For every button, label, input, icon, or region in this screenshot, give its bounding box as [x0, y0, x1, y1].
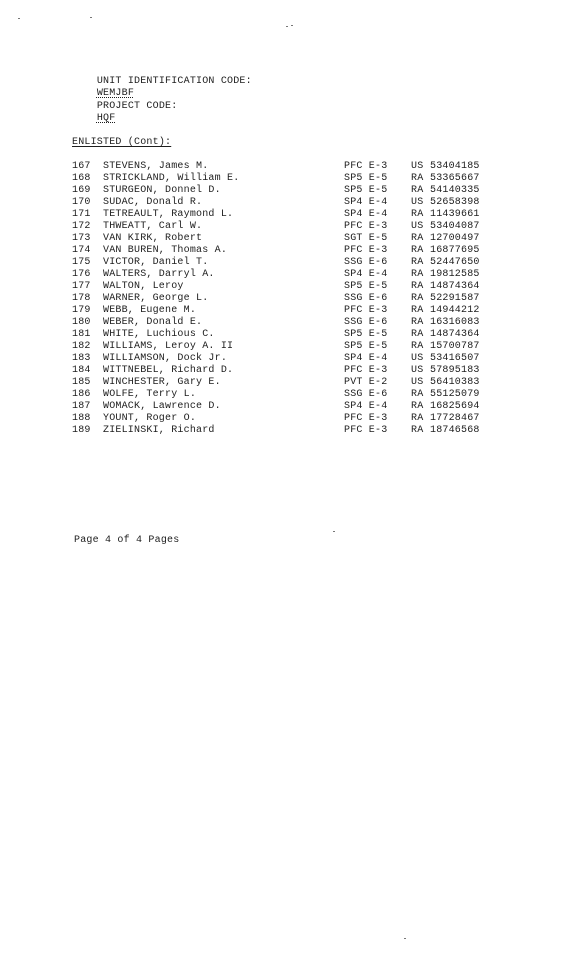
roster-grade: SSG E-6	[344, 257, 388, 268]
roster-row	[72, 365, 512, 377]
roster-number: 177	[72, 281, 91, 292]
unit-identification-code: WEMJBF	[96, 88, 135, 99]
roster-service: RA	[411, 317, 424, 328]
scan-speck	[90, 17, 92, 18]
roster-name: WILLIAMSON, Dock Jr.	[103, 353, 228, 364]
roster-row	[72, 293, 512, 305]
roster-number: 170	[72, 197, 91, 208]
scan-speck	[18, 18, 20, 19]
unit-identification-label: UNIT IDENTIFICATION CODE:	[96, 76, 252, 87]
roster-grade: SGT E-5	[344, 233, 388, 244]
roster-service: RA	[411, 293, 424, 304]
roster-name: WINCHESTER, Gary E.	[103, 377, 221, 388]
roster-grade: SP4 E-4	[344, 353, 388, 364]
roster-service: US	[411, 197, 424, 208]
roster-name: WEBB, Eugene M.	[103, 305, 197, 316]
roster-service: US	[411, 365, 424, 376]
roster-service: US	[411, 161, 424, 172]
roster-service: RA	[411, 401, 424, 412]
roster-name: VAN BUREN, Thomas A.	[103, 245, 228, 256]
roster-serial-number: 14944212	[430, 305, 480, 316]
roster-row	[72, 245, 512, 257]
roster-name: WOLFE, Terry L.	[103, 389, 197, 400]
roster-row	[72, 401, 512, 413]
roster-grade: PFC E-3	[344, 413, 388, 424]
roster-number: 184	[72, 365, 91, 376]
roster-name: WARNER, George L.	[103, 293, 209, 304]
roster-service: RA	[411, 305, 424, 316]
roster-row	[72, 233, 512, 245]
roster-serial-number: 52658398	[430, 197, 480, 208]
roster-serial-number: 56410383	[430, 377, 480, 388]
roster-number: 186	[72, 389, 91, 400]
roster-serial-number: 19812585	[430, 269, 480, 280]
project-code-line	[72, 89, 177, 137]
roster-name: STURGEON, Donnel D.	[103, 185, 221, 196]
roster-row	[72, 221, 512, 233]
roster-row	[72, 185, 512, 197]
roster-serial-number: 12700497	[430, 233, 480, 244]
roster-grade: SP4 E-4	[344, 401, 388, 412]
roster-name: WILLIAMS, Leroy A. II	[103, 341, 234, 352]
roster-service: US	[411, 377, 424, 388]
roster-serial-number: 53416507	[430, 353, 480, 364]
roster-grade: SP4 E-4	[344, 269, 388, 280]
roster-number: 180	[72, 317, 91, 328]
scan-speck	[291, 25, 293, 26]
roster-serial-number: 17728467	[430, 413, 480, 424]
roster-row	[72, 377, 512, 389]
roster-row	[72, 209, 512, 221]
roster-row	[72, 425, 512, 437]
roster-grade: SSG E-6	[344, 317, 388, 328]
roster-grade: PFC E-3	[344, 245, 388, 256]
section-title: ENLISTED (Cont):	[72, 137, 172, 148]
project-code-label: PROJECT CODE:	[96, 101, 178, 112]
roster-name: WALTON, Leroy	[103, 281, 184, 292]
roster-serial-number: 16316083	[430, 317, 480, 328]
roster-row	[72, 173, 512, 185]
roster-number: 183	[72, 353, 91, 364]
roster-row	[72, 269, 512, 281]
roster-row	[72, 281, 512, 293]
roster-name: WEBER, Donald E.	[103, 317, 203, 328]
roster-number: 176	[72, 269, 91, 280]
roster-row	[72, 341, 512, 353]
roster-name: ZIELINSKI, Richard	[103, 425, 215, 436]
roster-name: WOMACK, Lawrence D.	[103, 401, 221, 412]
roster-service: RA	[411, 425, 424, 436]
roster-service: RA	[411, 185, 424, 196]
roster-serial-number: 53404185	[430, 161, 480, 172]
roster-serial-number: 16877695	[430, 245, 480, 256]
roster-name: VAN KIRK, Robert	[103, 233, 203, 244]
roster-serial-number: 52291587	[430, 293, 480, 304]
roster-number: 168	[72, 173, 91, 184]
roster-number: 181	[72, 329, 91, 340]
roster-row	[72, 389, 512, 401]
roster-name: THWEATT, Carl W.	[103, 221, 203, 232]
roster-row	[72, 329, 512, 341]
roster-name: WITTNEBEL, Richard D.	[103, 365, 234, 376]
roster-number: 188	[72, 413, 91, 424]
roster-number: 172	[72, 221, 91, 232]
roster-service: RA	[411, 269, 424, 280]
roster-service: RA	[411, 389, 424, 400]
roster-number: 182	[72, 341, 91, 352]
roster-grade: SSG E-6	[344, 389, 388, 400]
roster-name: YOUNT, Roger O.	[103, 413, 197, 424]
roster-service: RA	[411, 329, 424, 340]
roster-serial-number: 18746568	[430, 425, 480, 436]
roster-service: RA	[411, 257, 424, 268]
roster-service: RA	[411, 413, 424, 424]
roster-name: WHITE, Luchious C.	[103, 329, 215, 340]
roster-serial-number: 52447650	[430, 257, 480, 268]
roster-service: RA	[411, 173, 424, 184]
roster-grade: PFC E-3	[344, 305, 388, 316]
roster-number: 187	[72, 401, 91, 412]
roster-grade: PVT E-2	[344, 377, 388, 388]
roster-grade: SP5 E-5	[344, 173, 388, 184]
scan-speck	[333, 531, 335, 532]
roster-grade: SP4 E-4	[344, 197, 388, 208]
roster-row	[72, 413, 512, 425]
roster-serial-number: 16825694	[430, 401, 480, 412]
roster-number: 174	[72, 245, 91, 256]
roster-number: 179	[72, 305, 91, 316]
scan-speck	[286, 26, 288, 27]
roster-serial-number: 53365667	[430, 173, 480, 184]
roster-name: TETREAULT, Raymond L.	[103, 209, 234, 220]
roster-number: 167	[72, 161, 91, 172]
roster-row	[72, 305, 512, 317]
page-number: Page 4 of 4 Pages	[74, 535, 180, 546]
roster-grade: SP5 E-5	[344, 185, 388, 196]
roster-service: RA	[411, 233, 424, 244]
roster-service: US	[411, 353, 424, 364]
roster-name: VICTOR, Daniel T.	[103, 257, 209, 268]
roster-grade: SP4 E-4	[344, 209, 388, 220]
roster-name: SUDAC, Donald R.	[103, 197, 203, 208]
enlisted-roster	[72, 161, 512, 437]
roster-serial-number: 53404087	[430, 221, 480, 232]
roster-name: STEVENS, James M.	[103, 161, 209, 172]
roster-number: 169	[72, 185, 91, 196]
roster-grade: SP5 E-5	[344, 329, 388, 340]
roster-service: RA	[411, 341, 424, 352]
roster-serial-number: 54140335	[430, 185, 480, 196]
scan-speck	[404, 938, 406, 939]
roster-grade: SSG E-6	[344, 293, 388, 304]
roster-serial-number: 11439661	[430, 209, 480, 220]
roster-row	[72, 353, 512, 365]
roster-number: 178	[72, 293, 91, 304]
roster-row	[72, 317, 512, 329]
roster-grade: SP5 E-5	[344, 281, 388, 292]
roster-serial-number: 15700787	[430, 341, 480, 352]
roster-name: WALTERS, Darryl A.	[103, 269, 215, 280]
roster-grade: SP5 E-5	[344, 341, 388, 352]
roster-service: RA	[411, 281, 424, 292]
roster-service: RA	[411, 209, 424, 220]
roster-number: 189	[72, 425, 91, 436]
project-code-value: HQF	[96, 113, 116, 124]
roster-serial-number: 57895183	[430, 365, 480, 376]
roster-row	[72, 161, 512, 173]
roster-grade: PFC E-3	[344, 425, 388, 436]
roster-grade: PFC E-3	[344, 365, 388, 376]
roster-row	[72, 257, 512, 269]
roster-number: 175	[72, 257, 91, 268]
roster-number: 173	[72, 233, 91, 244]
roster-name: STRICKLAND, William E.	[103, 173, 240, 184]
roster-service: RA	[411, 245, 424, 256]
roster-number: 185	[72, 377, 91, 388]
roster-serial-number: 14874364	[430, 281, 480, 292]
roster-number: 171	[72, 209, 91, 220]
roster-service: US	[411, 221, 424, 232]
roster-serial-number: 55125079	[430, 389, 480, 400]
roster-grade: PFC E-3	[344, 221, 388, 232]
roster-row	[72, 197, 512, 209]
roster-grade: PFC E-3	[344, 161, 388, 172]
roster-serial-number: 14874364	[430, 329, 480, 340]
